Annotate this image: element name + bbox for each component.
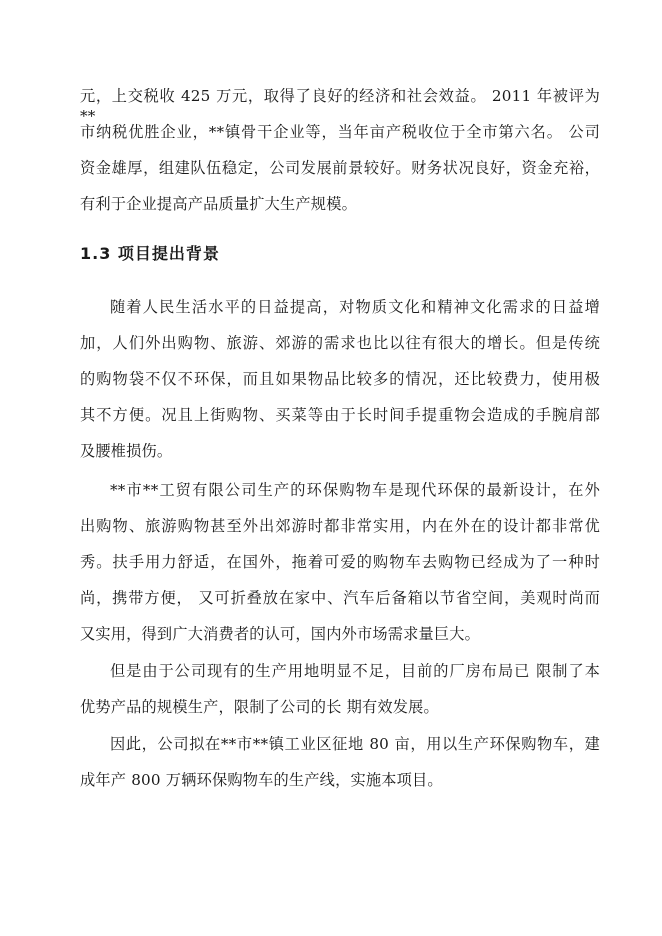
intro-line: 元，上交税收 425 万元，取得了良好的经济和社会效益。 2011 年被评为**: [80, 87, 600, 125]
paragraph-line: 因此，公司拟在**市**镇工业区征地 80 亩，用以生产环保购物车，建: [110, 735, 600, 753]
paragraph-line: 加，人们外出购物、旅游、郊游的需求也比以往有很大的增长。但是传统: [80, 334, 600, 352]
paragraph-line: 尚，携带方便， 又可折叠放在家中、汽车后备箱以节省空间，美观时尚而: [80, 589, 600, 607]
paragraph-line: 随着人民生活水平的日益提高，对物质文化和精神文化需求的日益增: [110, 298, 600, 316]
intro-line: 资金雄厚，组建队伍稳定，公司发展前景较好。财务状况良好，资金充裕，: [80, 159, 600, 177]
paragraph-line: 出购物、旅游购物甚至外出郊游时都非常实用，内在外在的设计都非常优: [80, 517, 600, 535]
intro-line: 有利于企业提高产品质量扩大生产规模。: [80, 195, 357, 213]
intro-line: 市纳税优胜企业，**镇骨干企业等，当年亩产税收位于全市第六名。 公司: [80, 123, 600, 141]
paragraph-line: 但是由于公司现有的生产用地明显不足，目前的厂房布局已 限制了本: [110, 662, 600, 680]
paragraph-line: 的购物袋不仅不环保，而且如果物品比较多的情况，还比较费力，使用极: [80, 370, 600, 388]
paragraph-line: 优势产品的规模生产，限制了公司的长 期有效发展。: [80, 698, 439, 716]
paragraph-line: 又实用，得到广大消费者的认可，国内外市场需求量巨大。: [80, 625, 481, 643]
paragraph-line: 其不方便。况且上街购物、买菜等由于长时间手提重物会造成的手腕肩部: [80, 406, 600, 424]
section-title: 项目提出背景: [117, 244, 220, 263]
paragraph-line: 秀。扶手用力舒适，在国外，拖着可爱的购物车去购物已经成为了一种时: [80, 553, 600, 571]
section-heading: [80, 243, 220, 265]
paragraph-line: 及腰椎损伤。: [80, 442, 173, 460]
paragraph-line: 成年产 800 万辆环保购物车的生产线，实施本项目。: [80, 771, 443, 789]
paragraph-line: **市**工贸有限公司生产的环保购物车是现代环保的最新设计，在外: [110, 481, 600, 499]
section-number: 1.3: [80, 244, 112, 263]
